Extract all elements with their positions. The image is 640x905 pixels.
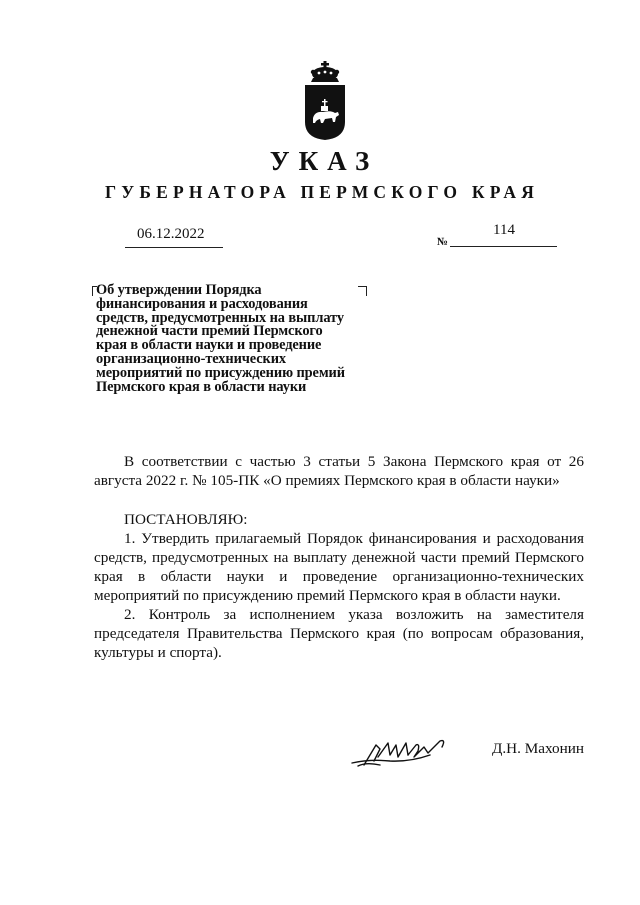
document-date: 06.12.2022 bbox=[137, 226, 205, 242]
coat-of-arms-icon bbox=[301, 60, 349, 142]
decree-word: ПОСТАНОВЛЯЮ: bbox=[124, 511, 248, 528]
decree-item-2: 2. Контроль за исполнением указа возложить на заместителя председателя Правительства Пермского края (по вопросам образования, культуры и спорта). bbox=[94, 606, 584, 661]
document-subject: Об утверждении Порядка финансирования и расходования средств, предусмотренных на выплату денежной части премий Пермского края в области науки и проведение организационно-технических мероприятий по присуждению премий Пермского края в области науки bbox=[96, 282, 345, 395]
handwritten-signature-icon bbox=[350, 735, 454, 771]
number-underline bbox=[450, 246, 557, 247]
number-sign: № bbox=[437, 236, 449, 248]
document-number: 114 bbox=[493, 222, 515, 238]
preamble-paragraph: В соответствии с частью 3 статьи 5 Закона Пермского края от 26 августа 2022 г. № 105-ПК «О премиях Пермского края в области науки» bbox=[94, 453, 584, 489]
document-title: УКАЗ bbox=[269, 146, 379, 176]
decree-item-1: 1. Утвердить прилагаемый Порядок финансирования и расходования средств, предусмотренных на выплату денежной части премий Пермского края в области науки и проведение организационно-технических мероприятий по присуждению премий Пермского края в области науки. bbox=[94, 530, 584, 604]
date-underline bbox=[125, 247, 223, 248]
document-subtitle: ГУБЕРНАТОРА ПЕРМСКОГО КРАЯ bbox=[104, 182, 540, 202]
signer-name: Д.Н. Махонин bbox=[492, 740, 584, 757]
